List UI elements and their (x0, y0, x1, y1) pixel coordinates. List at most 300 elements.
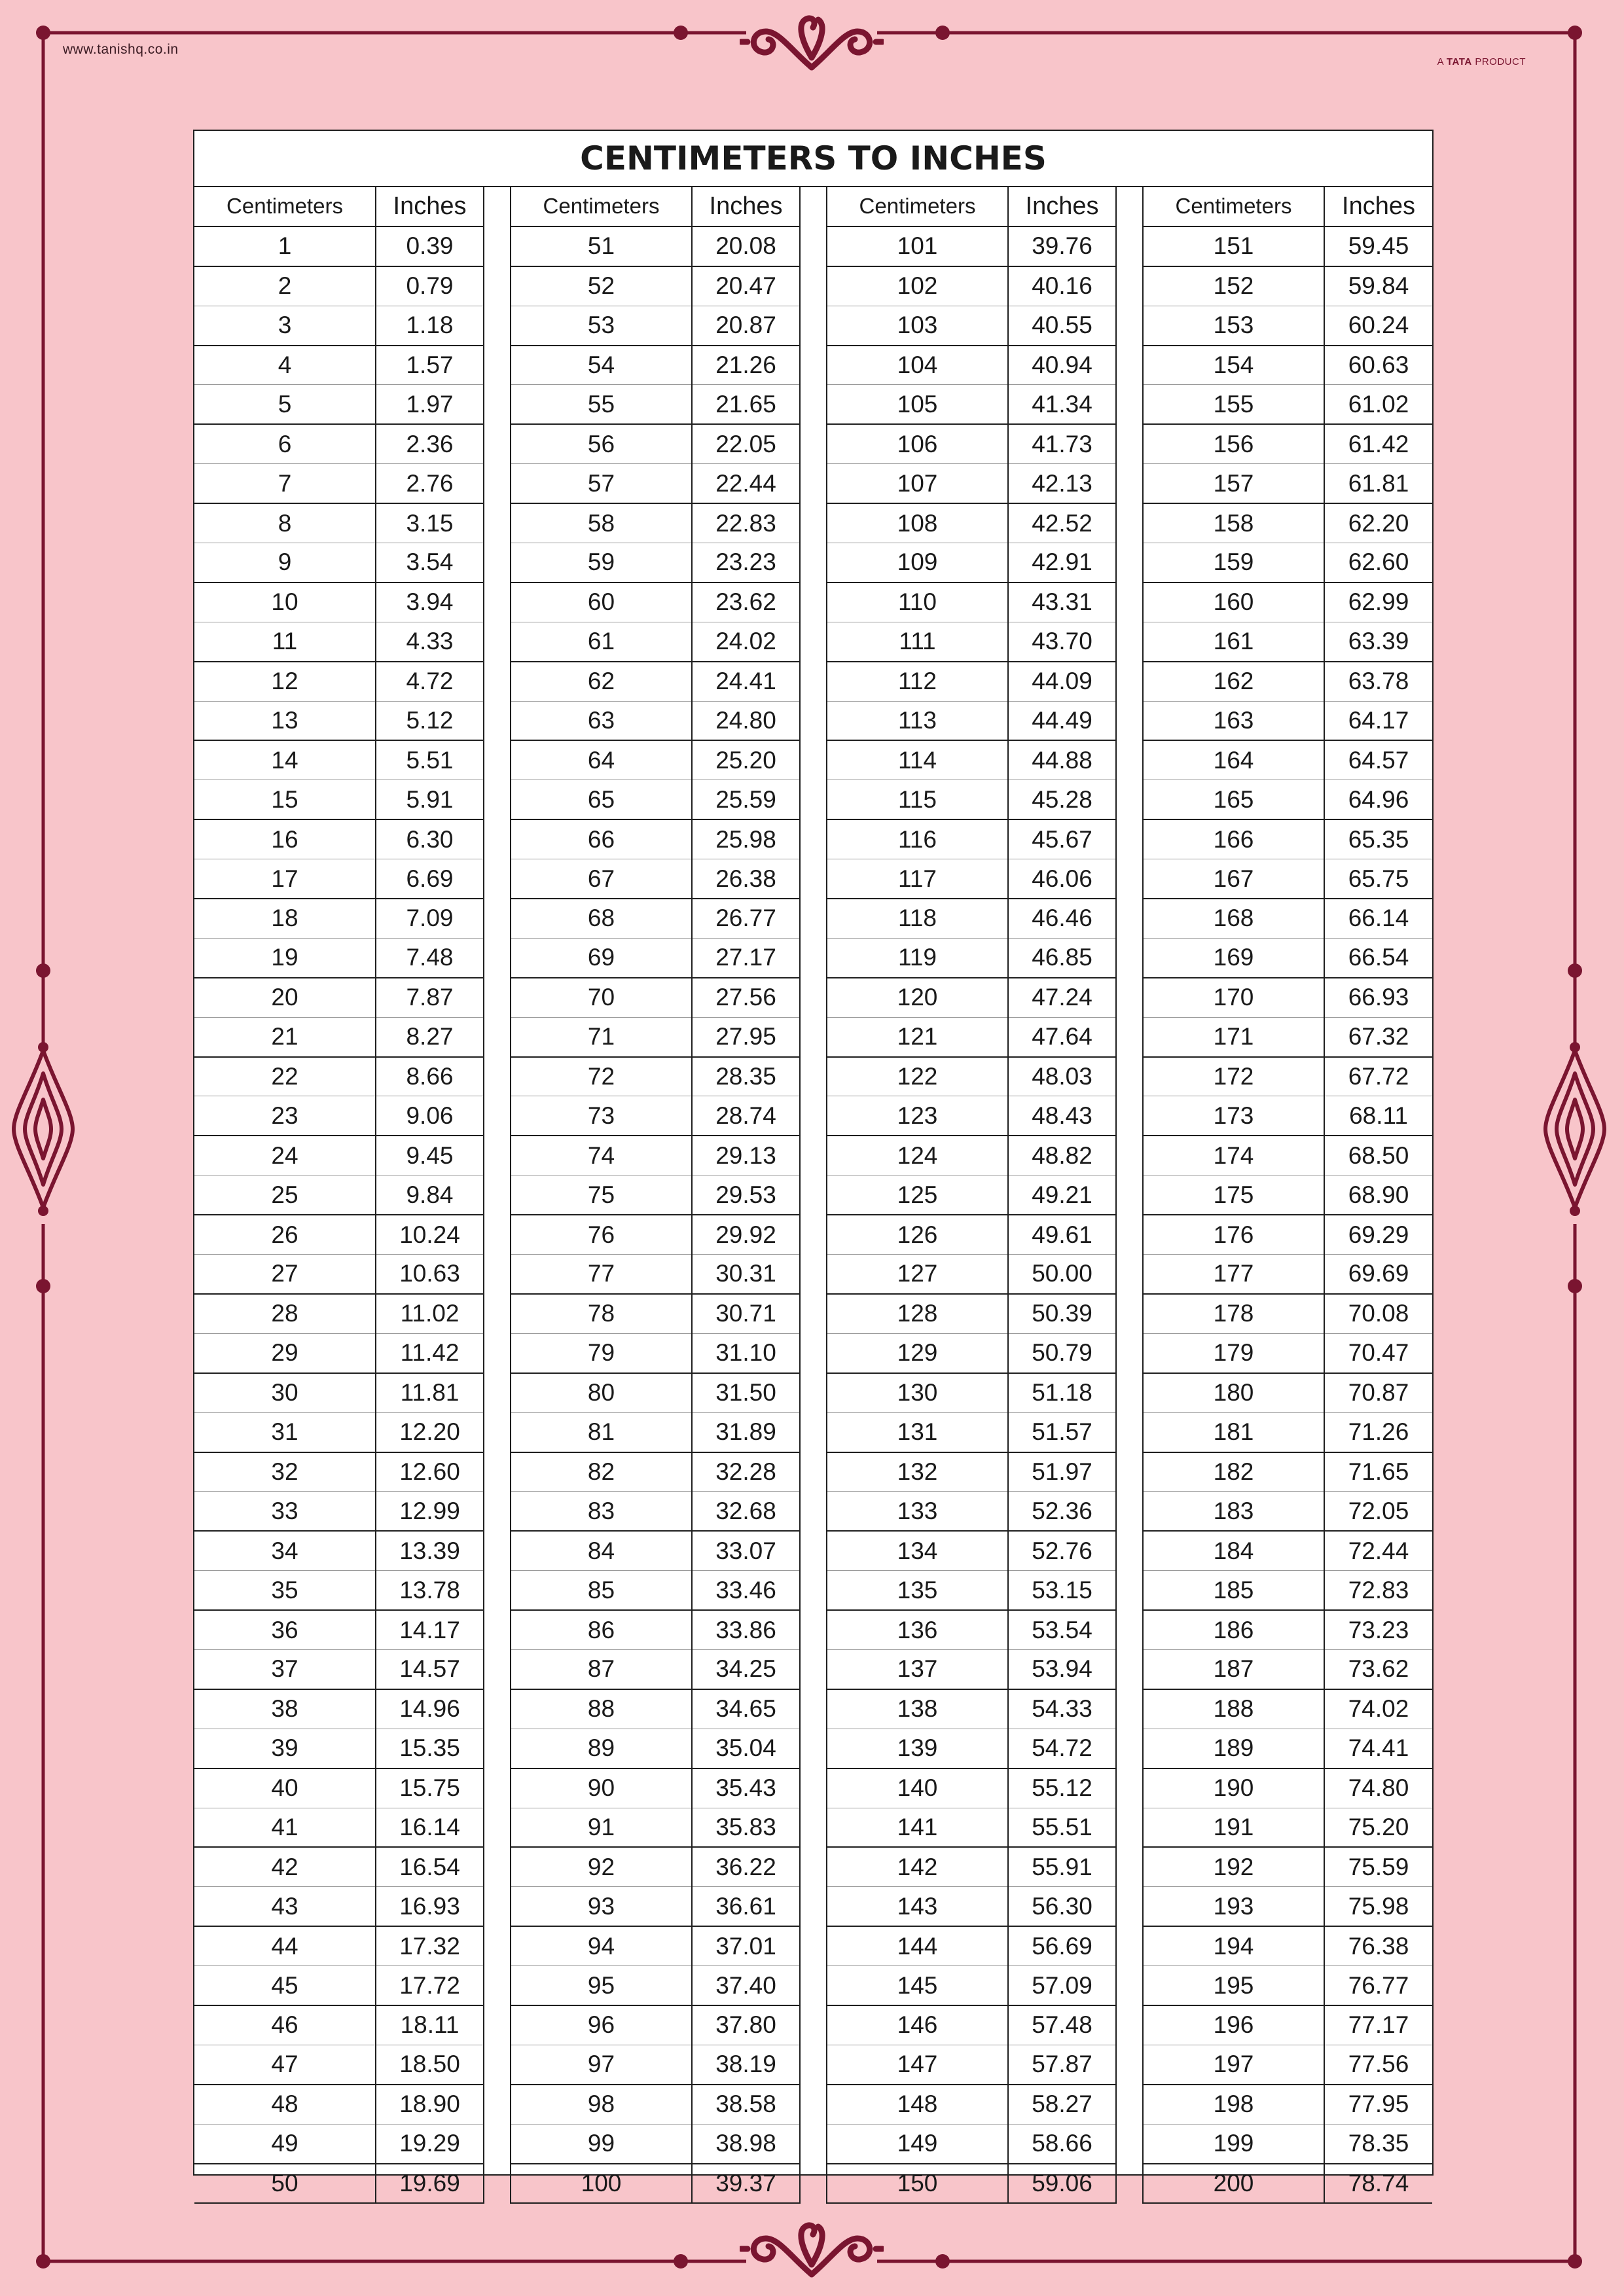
inch-value: 61.02 (1324, 385, 1432, 424)
inch-value: 11.02 (376, 1294, 484, 1333)
cm-value: 140 (827, 1768, 1008, 1808)
inch-value: 55.12 (1008, 1768, 1116, 1808)
inch-value: 59.06 (1008, 2164, 1116, 2204)
table-row (194, 780, 484, 819)
cm-value: 155 (1143, 385, 1324, 424)
inch-value: 71.26 (1324, 1412, 1432, 1452)
table-row (1143, 1175, 1432, 1215)
table-row (827, 1492, 1116, 1531)
table-row (827, 543, 1116, 583)
table-row (194, 2085, 484, 2124)
table-row (511, 306, 800, 345)
cm-value: 200 (1143, 2164, 1324, 2204)
site-url[interactable]: www.tanishq.co.in (63, 42, 179, 57)
table-row (1143, 2085, 1432, 2124)
cm-value: 7 (194, 464, 376, 503)
cm-value: 34 (194, 1531, 376, 1570)
table-row (1143, 2005, 1432, 2045)
inch-value: 12.99 (376, 1492, 484, 1531)
cm-value: 71 (511, 1017, 692, 1056)
inch-value: 31.50 (692, 1373, 800, 1412)
cm-value: 70 (511, 978, 692, 1017)
cm-value: 68 (511, 899, 692, 938)
table-row (194, 1689, 484, 1729)
inch-value: 46.06 (1008, 859, 1116, 899)
cm-value: 145 (827, 1966, 1008, 2005)
cm-value: 44 (194, 1926, 376, 1965)
inch-value: 33.46 (692, 1571, 800, 1610)
cm-value: 121 (827, 1017, 1008, 1056)
cm-value: 193 (1143, 1887, 1324, 1926)
cm-value: 79 (511, 1333, 692, 1372)
cm-value: 139 (827, 1729, 1008, 1768)
cm-value: 198 (1143, 2085, 1324, 2124)
inch-value: 25.20 (692, 740, 800, 780)
table-row (511, 1333, 800, 1372)
cm-value: 65 (511, 780, 692, 819)
inch-value: 16.93 (376, 1887, 484, 1926)
conversion-table (193, 130, 1434, 2197)
column-header-centimeters: Centimeters (827, 187, 1008, 226)
cm-value: 149 (827, 2124, 1008, 2163)
inch-value: 26.38 (692, 859, 800, 899)
inch-value: 18.11 (376, 2005, 484, 2045)
table-row (511, 385, 800, 424)
table-row (827, 266, 1116, 306)
table-row (827, 2085, 1116, 2124)
cm-value: 109 (827, 543, 1008, 583)
table-row (1143, 819, 1432, 859)
cm-value: 133 (827, 1492, 1008, 1531)
inch-value: 20.47 (692, 266, 800, 306)
left-ornament-icon (10, 1047, 76, 1211)
cm-value: 110 (827, 583, 1008, 622)
table-row (511, 543, 800, 583)
inch-value: 20.87 (692, 306, 800, 345)
cm-value: 127 (827, 1255, 1008, 1294)
table-row (194, 1531, 484, 1570)
inch-value: 23.62 (692, 583, 800, 622)
inch-value: 37.40 (692, 1966, 800, 2005)
table-row (827, 346, 1116, 385)
cm-value: 188 (1143, 1689, 1324, 1729)
table-row (511, 622, 800, 661)
table-row (827, 2045, 1116, 2084)
cm-value: 179 (1143, 1333, 1324, 1372)
cm-value: 151 (1143, 226, 1324, 266)
table-row (827, 1729, 1116, 1768)
table-row (511, 1768, 800, 1808)
table-row (194, 1887, 484, 1926)
inch-value: 35.43 (692, 1768, 800, 1808)
inch-value: 38.98 (692, 2124, 800, 2163)
table-row (511, 2164, 800, 2204)
table-row (827, 1610, 1116, 1649)
inch-value: 7.09 (376, 899, 484, 938)
table-row (194, 1136, 484, 1175)
inch-value: 43.70 (1008, 622, 1116, 661)
inch-value: 67.72 (1324, 1057, 1432, 1096)
table-row (194, 859, 484, 899)
cm-value: 158 (1143, 503, 1324, 543)
cm-value: 189 (1143, 1729, 1324, 1768)
inch-value: 68.11 (1324, 1096, 1432, 1136)
cm-value: 98 (511, 2085, 692, 2124)
table-row (827, 1531, 1116, 1570)
inch-value: 49.61 (1008, 1215, 1116, 1254)
cm-value: 93 (511, 1887, 692, 1926)
cm-value: 162 (1143, 662, 1324, 701)
table-row (511, 1373, 800, 1412)
cm-value: 78 (511, 1294, 692, 1333)
cm-value: 117 (827, 859, 1008, 899)
cm-value: 125 (827, 1175, 1008, 1215)
cm-value: 21 (194, 1017, 376, 1056)
table-row (827, 1926, 1116, 1965)
inch-value: 7.87 (376, 978, 484, 1017)
table-row (194, 1649, 484, 1689)
table-row (194, 1492, 484, 1531)
table-row (827, 1768, 1116, 1808)
inch-value: 57.09 (1008, 1966, 1116, 2005)
inch-value: 23.23 (692, 543, 800, 583)
cm-value: 83 (511, 1492, 692, 1531)
cm-value: 88 (511, 1689, 692, 1729)
inch-value: 60.63 (1324, 346, 1432, 385)
inch-value: 44.49 (1008, 701, 1116, 740)
table-row (1143, 859, 1432, 899)
cm-value: 39 (194, 1729, 376, 1768)
cm-value: 61 (511, 622, 692, 661)
table-row (511, 978, 800, 1017)
inch-value: 48.03 (1008, 1057, 1116, 1096)
brand-prefix: A (1437, 56, 1444, 67)
inch-value: 35.04 (692, 1729, 800, 1768)
inch-value: 38.58 (692, 2085, 800, 2124)
cm-value: 187 (1143, 1649, 1324, 1689)
cm-value: 194 (1143, 1926, 1324, 1965)
cm-value: 50 (194, 2164, 376, 2204)
inch-value: 66.54 (1324, 938, 1432, 977)
inch-value: 29.13 (692, 1136, 800, 1175)
table-row (194, 1255, 484, 1294)
table-row (1143, 1571, 1432, 1610)
cm-value: 129 (827, 1333, 1008, 1372)
inch-value: 70.08 (1324, 1294, 1432, 1333)
table-row (1143, 1926, 1432, 1965)
table-block-3 (826, 187, 1117, 2204)
table-title: CENTIMETERS TO INCHES (194, 131, 1432, 187)
inch-value: 36.61 (692, 1887, 800, 1926)
cm-value: 136 (827, 1610, 1008, 1649)
cm-value: 67 (511, 859, 692, 899)
table-row (511, 1136, 800, 1175)
table-row (1143, 464, 1432, 503)
cm-value: 3 (194, 306, 376, 345)
cm-value: 165 (1143, 780, 1324, 819)
inch-value: 69.29 (1324, 1215, 1432, 1254)
cm-value: 20 (194, 978, 376, 1017)
table-row (194, 1175, 484, 1215)
cm-value: 48 (194, 2085, 376, 2124)
inch-value: 64.96 (1324, 780, 1432, 819)
inch-value: 22.83 (692, 503, 800, 543)
inch-value: 54.33 (1008, 1689, 1116, 1729)
cm-value: 26 (194, 1215, 376, 1254)
table-row (511, 1887, 800, 1926)
table-row (827, 1136, 1116, 1175)
cm-value: 27 (194, 1255, 376, 1294)
cm-value: 138 (827, 1689, 1008, 1729)
cm-value: 108 (827, 503, 1008, 543)
table-row (827, 662, 1116, 701)
inch-value: 55.91 (1008, 1847, 1116, 1886)
cm-value: 166 (1143, 819, 1324, 859)
column-header-inches: Inches (692, 187, 800, 226)
inch-value: 14.17 (376, 1610, 484, 1649)
table-row (511, 1689, 800, 1729)
inch-value: 32.28 (692, 1452, 800, 1492)
inch-value: 3.94 (376, 583, 484, 622)
inch-value: 1.18 (376, 306, 484, 345)
cm-value: 184 (1143, 1531, 1324, 1570)
inch-value: 75.98 (1324, 1887, 1432, 1926)
inch-value: 5.91 (376, 780, 484, 819)
table-row (827, 1096, 1116, 1136)
cm-value: 131 (827, 1412, 1008, 1452)
table-row (1143, 306, 1432, 345)
table-row (194, 899, 484, 938)
table-row (511, 2045, 800, 2084)
inch-value: 2.76 (376, 464, 484, 503)
cm-value: 45 (194, 1966, 376, 2005)
table-row (194, 385, 484, 424)
inch-value: 20.08 (692, 226, 800, 266)
inch-value: 29.92 (692, 1215, 800, 1254)
table-row (827, 1452, 1116, 1492)
inch-value: 65.35 (1324, 819, 1432, 859)
cm-value: 19 (194, 938, 376, 977)
table-row (1143, 1412, 1432, 1452)
table-row (194, 1294, 484, 1333)
cm-value: 186 (1143, 1610, 1324, 1649)
cm-value: 170 (1143, 978, 1324, 1017)
cm-value: 75 (511, 1175, 692, 1215)
cm-value: 150 (827, 2164, 1008, 2204)
inch-value: 25.59 (692, 780, 800, 819)
cm-value: 54 (511, 346, 692, 385)
table-row (511, 1649, 800, 1689)
inch-value: 34.65 (692, 1689, 800, 1729)
inch-value: 14.57 (376, 1649, 484, 1689)
cm-value: 101 (827, 226, 1008, 266)
table-row (827, 780, 1116, 819)
inch-value: 36.22 (692, 1847, 800, 1886)
cm-value: 17 (194, 859, 376, 899)
inch-value: 46.46 (1008, 899, 1116, 938)
table-row (827, 1808, 1116, 1847)
table-row (511, 1452, 800, 1492)
inch-value: 17.72 (376, 1966, 484, 2005)
inch-value: 49.21 (1008, 1175, 1116, 1215)
inch-value: 41.34 (1008, 385, 1116, 424)
table-row (194, 1729, 484, 1768)
inch-value: 52.36 (1008, 1492, 1116, 1531)
inch-value: 59.84 (1324, 266, 1432, 306)
table-row (511, 1412, 800, 1452)
table-row (827, 1847, 1116, 1886)
table-row (1143, 503, 1432, 543)
inch-value: 0.79 (376, 266, 484, 306)
table-row (511, 1492, 800, 1531)
cm-value: 148 (827, 2085, 1008, 2124)
inch-value: 63.78 (1324, 662, 1432, 701)
table-block-4 (1142, 187, 1432, 2204)
table-row (194, 1808, 484, 1847)
brand-name: TATA (1447, 56, 1472, 67)
inch-value: 33.07 (692, 1531, 800, 1570)
table-row (1143, 1057, 1432, 1096)
inch-value: 29.53 (692, 1175, 800, 1215)
cm-value: 118 (827, 899, 1008, 938)
cm-value: 43 (194, 1887, 376, 1926)
cm-value: 46 (194, 2005, 376, 2045)
table-row (194, 1017, 484, 1056)
inch-value: 74.02 (1324, 1689, 1432, 1729)
inch-value: 13.39 (376, 1531, 484, 1570)
table-row (827, 1689, 1116, 1729)
inch-value: 51.18 (1008, 1373, 1116, 1412)
inch-value: 1.57 (376, 346, 484, 385)
table-row (1143, 1017, 1432, 1056)
table-row (194, 1057, 484, 1096)
cm-value: 47 (194, 2045, 376, 2084)
cm-value: 5 (194, 385, 376, 424)
table-row (194, 306, 484, 345)
inch-value: 12.60 (376, 1452, 484, 1492)
inch-value: 18.90 (376, 2085, 484, 2124)
inch-value: 1.97 (376, 385, 484, 424)
table-row (194, 701, 484, 740)
table-row (1143, 622, 1432, 661)
table-row (511, 662, 800, 701)
inch-value: 42.91 (1008, 543, 1116, 583)
table-row (194, 2124, 484, 2163)
cm-value: 91 (511, 1808, 692, 1847)
cm-value: 69 (511, 938, 692, 977)
inch-value: 17.32 (376, 1926, 484, 1965)
table-row (827, 1255, 1116, 1294)
inch-value: 8.27 (376, 1017, 484, 1056)
cm-value: 56 (511, 424, 692, 463)
table-row (194, 464, 484, 503)
cm-value: 135 (827, 1571, 1008, 1610)
table-row (827, 1966, 1116, 2005)
inch-value: 39.37 (692, 2164, 800, 2204)
cm-value: 73 (511, 1096, 692, 1136)
table-row (511, 819, 800, 859)
cm-value: 59 (511, 543, 692, 583)
table-row (827, 859, 1116, 899)
cm-value: 111 (827, 622, 1008, 661)
right-ornament-icon (1542, 1047, 1608, 1211)
table-row (827, 424, 1116, 463)
cm-value: 80 (511, 1373, 692, 1412)
table-row (511, 2124, 800, 2163)
inch-value: 39.76 (1008, 226, 1116, 266)
inch-value: 58.27 (1008, 2085, 1116, 2124)
table-row (827, 385, 1116, 424)
cm-value: 15 (194, 780, 376, 819)
table-row (1143, 938, 1432, 977)
cm-value: 86 (511, 1610, 692, 1649)
cm-value: 31 (194, 1412, 376, 1452)
cm-value: 84 (511, 1531, 692, 1570)
brand-tagline (1437, 56, 1526, 67)
cm-value: 25 (194, 1175, 376, 1215)
inch-value: 24.41 (692, 662, 800, 701)
table-row (1143, 2124, 1432, 2163)
cm-value: 51 (511, 226, 692, 266)
inch-value: 9.06 (376, 1096, 484, 1136)
inch-value: 65.75 (1324, 859, 1432, 899)
inch-value: 50.00 (1008, 1255, 1116, 1294)
top-flourish-icon (740, 12, 884, 75)
cm-value: 11 (194, 622, 376, 661)
inch-value: 19.29 (376, 2124, 484, 2163)
table-row (194, 938, 484, 977)
inch-value: 38.19 (692, 2045, 800, 2084)
table-row (827, 1017, 1116, 1056)
inch-value: 53.54 (1008, 1610, 1116, 1649)
cm-value: 175 (1143, 1175, 1324, 1215)
cm-value: 24 (194, 1136, 376, 1175)
table-row (511, 1255, 800, 1294)
table-row (194, 266, 484, 306)
table-row (1143, 978, 1432, 1017)
inch-value: 73.62 (1324, 1649, 1432, 1689)
cm-value: 53 (511, 306, 692, 345)
cm-value: 122 (827, 1057, 1008, 1096)
inch-value: 54.72 (1008, 1729, 1116, 1768)
cm-value: 107 (827, 464, 1008, 503)
cm-value: 185 (1143, 1571, 1324, 1610)
cm-value: 153 (1143, 306, 1324, 345)
cm-value: 2 (194, 266, 376, 306)
inch-value: 35.83 (692, 1808, 800, 1847)
cm-value: 62 (511, 662, 692, 701)
inch-value: 30.31 (692, 1255, 800, 1294)
inch-value: 8.66 (376, 1057, 484, 1096)
cm-value: 120 (827, 978, 1008, 1017)
cm-value: 29 (194, 1333, 376, 1372)
cm-value: 173 (1143, 1096, 1324, 1136)
inch-value: 72.44 (1324, 1531, 1432, 1570)
inch-value: 5.51 (376, 740, 484, 780)
table-row (1143, 1333, 1432, 1372)
cm-value: 130 (827, 1373, 1008, 1412)
table-row (511, 2005, 800, 2045)
inch-value: 40.94 (1008, 346, 1116, 385)
cm-value: 30 (194, 1373, 376, 1412)
column-header-centimeters: Centimeters (511, 187, 692, 226)
inch-value: 45.67 (1008, 819, 1116, 859)
table-row (827, 1057, 1116, 1096)
cm-value: 57 (511, 464, 692, 503)
inch-value: 74.41 (1324, 1729, 1432, 1768)
inch-value: 78.35 (1324, 2124, 1432, 2163)
inch-value: 15.35 (376, 1729, 484, 1768)
